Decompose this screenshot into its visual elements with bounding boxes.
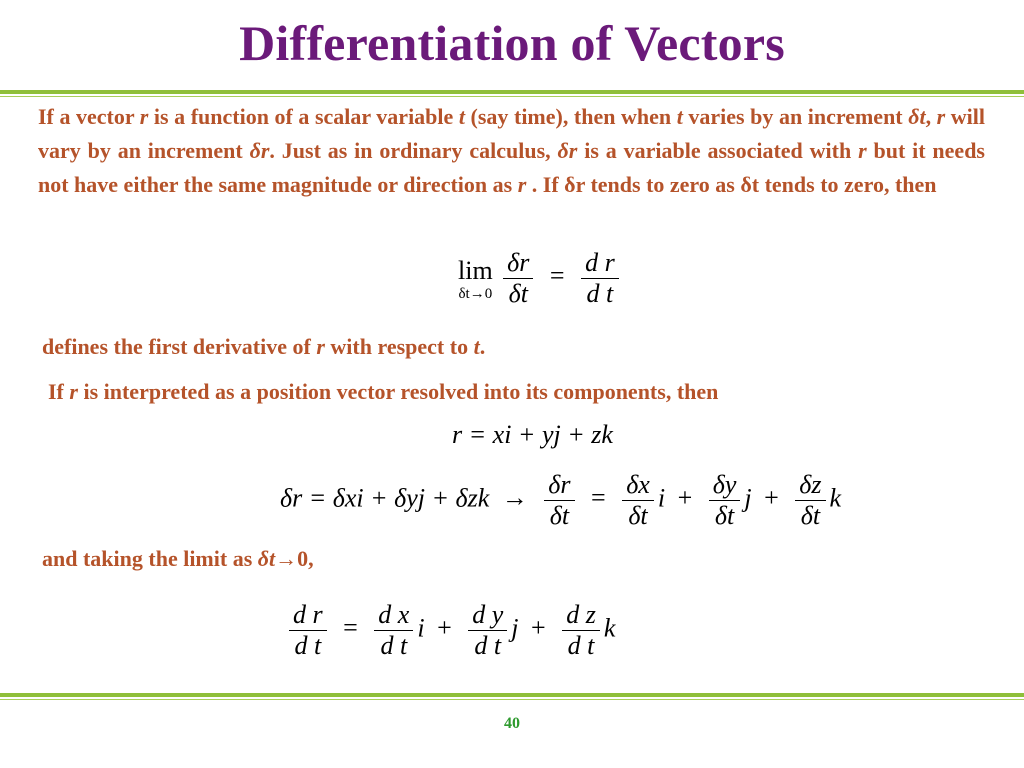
fraction-delta-y-delta-t: $\frac{\delta y}{\delta t}$	[709, 470, 741, 531]
unit-i: i	[657, 483, 666, 513]
position-vector-line: If r is interpreted as a position vector resolved into its components, then	[48, 379, 719, 404]
intro-paragraph	[38, 100, 985, 202]
text-span: is a function of a scalar variable	[148, 104, 459, 129]
unit-k: k	[829, 483, 842, 513]
derivative-equation	[285, 600, 615, 661]
fraction-delta-r-delta-t: $\frac{\delta r}{\delta t}$	[503, 248, 533, 309]
defines-line: defines the first derivative of r with respect to t.	[42, 334, 486, 359]
var-delta-t: δt	[908, 104, 926, 129]
fraction-delta-x-delta-t: $\frac{\delta x}{\delta t}$	[622, 470, 654, 531]
var-delta-r: δr	[557, 138, 578, 163]
var-delta-t: δt	[257, 546, 276, 571]
arrow: →	[275, 546, 298, 571]
text-span: but it needs not have either the same magnitude or direction as	[38, 138, 985, 197]
fraction-dz-dt: $\frac{\text{d z}}{\text{d t}}$	[562, 600, 600, 661]
var-r: r	[316, 334, 325, 359]
text-span: will vary by an increment	[38, 104, 985, 163]
increment-equation	[280, 470, 841, 531]
equals-sign: =	[343, 613, 358, 643]
slide-title: Differentiation of Vectors	[239, 15, 785, 71]
text-span: . If δr tends to zero as δt tends to zero, then	[526, 172, 937, 197]
var-r: r	[936, 104, 946, 129]
fraction-dr-dt: $\frac{\text{d r}}{\text{d t}}$	[581, 248, 619, 309]
unit-i: i	[417, 613, 425, 643]
unit-j: j	[744, 483, 752, 513]
text-span: is a variable associated with	[577, 138, 859, 163]
var-t: t	[676, 104, 683, 129]
limit-line: and taking the limit as δt→0,	[42, 546, 314, 571]
plus-sign: +	[677, 483, 693, 513]
lim-operator: lim	[458, 255, 493, 285]
var-t: t	[458, 104, 465, 129]
plus-sign: +	[437, 613, 452, 643]
plus-sign: +	[531, 613, 546, 643]
unit-j: j	[511, 613, 519, 643]
fraction-dy-dt: $\frac{\text{d y}}{\text{d t}}$	[468, 600, 507, 661]
text-span: ,	[925, 104, 937, 129]
arrow: →	[501, 483, 528, 513]
var-t: t	[473, 334, 480, 359]
equals-sign: =	[549, 261, 565, 291]
var-delta-r: δr	[249, 138, 270, 163]
top-divider	[0, 90, 1024, 97]
var-r: r	[139, 104, 149, 129]
fraction-delta-z-delta-t: $\frac{\delta z}{\delta t}$	[795, 470, 825, 531]
text-span: (say time), then when	[464, 104, 677, 129]
fraction-dr-dt: $\frac{\text{d r}}{\text{d t}}$	[289, 600, 327, 661]
var-r: r	[69, 379, 78, 404]
var-r: r	[517, 172, 527, 197]
lim-subscript: δt→0	[458, 285, 493, 302]
fraction-delta-r-delta-t: $\frac{\delta r}{\delta t}$	[544, 470, 574, 531]
text-span: . Just as in ordinary calculus,	[269, 138, 558, 163]
increment-lhs: δr = δxi + δyj + δzk	[280, 483, 490, 513]
fraction-dx-dt: $\frac{\text{d x}}{\text{d t}}$	[374, 600, 413, 661]
text-span: varies by an increment	[682, 104, 909, 129]
var-r: r	[858, 138, 867, 163]
equals-sign: =	[591, 483, 606, 513]
page-number: 40	[504, 715, 520, 732]
unit-k: k	[603, 613, 616, 643]
limit-equation	[458, 248, 623, 309]
text-span: If a vector	[38, 104, 140, 129]
plus-sign: +	[764, 483, 779, 513]
bottom-divider	[0, 693, 1024, 700]
position-vector-equation: r = xi + yj + zk	[452, 420, 613, 449]
